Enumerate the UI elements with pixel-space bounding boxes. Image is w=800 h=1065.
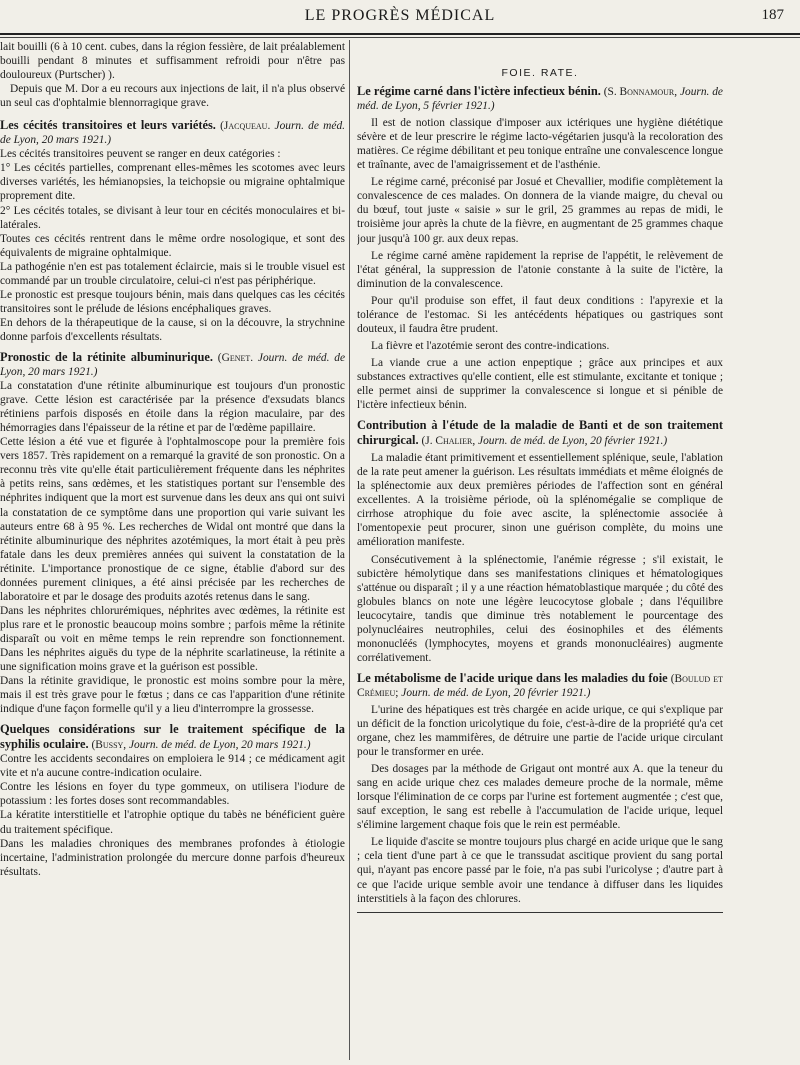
article-paragraph: En dehors de la thérapeutique de la cause, si on la découvre, la strychnine donne parfois d'excellents résultats. xyxy=(0,316,345,343)
article-paragraph: La kératite interstitielle et l'atrophie optique du tabès ne bénéficient guère du traitement spécifique. xyxy=(0,809,345,836)
article-author: Boulud et Crémieu; xyxy=(357,672,723,699)
article-paragraph: Cette lésion a été vue et figurée à l'ophtalmoscope pour la première fois vers 1857. Très rapidement on a remarqué la gravité de son pronostic. On a reconnu très vite qu'elle était particulièrement fréquente dans les néphrites à petits reins, sans œdèmes, et les statistiques portant sur l'ensemble des néphrites indiquent que la mort est survenue dans les deux ans qui ont suivi la constatation de ce symptôme dans une proportion qui varie suivant les auteurs entre 68 à 95 %. Les recherches de Widal ont montré que dans la rétinite albuminurique des néphrites azotémiques, la mort était à peu près fatale dans les deux premières années qui suivent la constatation de la rétinite. L'importance pronostique de ce signe, établie d'abord sur des données purement cliniques, a été ainsi précisée par les recherches de laboratoire et par le dosage des produits azotés retenus dans le sang. xyxy=(0,436,345,603)
article-title: Contribution à l'étude de la maladie de Banti et de son traitement chirurgical. xyxy=(357,418,723,448)
intro-paragraph: Depuis que M. Dor a eu recours aux injections de lait, il n'a plus observé un seul cas d'ophtalmie blennorragique grave. xyxy=(0,83,345,110)
article-paragraph: La maladie étant primitivement et essentiellement splénique, seule, l'ablation de la rate peut amener la guérison. Les résultats immédiats et même éloignés de la splénectomie aux deux premières périodes de l'affection sont en général excellentes. A la troisième période, où la splénomégalie se complique de cirrhose atrophique du foie avec ascite, la splénectomie associée à l'omentopexie peut procurer, sinon une guérison complète, du moins une amélioration manifeste. xyxy=(357,452,723,549)
article-paragraph: 1° Les cécités partielles, comprenant elles-mêmes les scotomes avec leurs diverses variétés, les hémianopsies, la teichopsie ou migraine ophtalmique proprement dite. xyxy=(0,162,345,203)
article-author: S. Bonnamour, xyxy=(607,86,678,99)
article-title: Pronostic de la rétinite albuminurique. xyxy=(0,349,213,364)
article-paragraph: La constatation d'une rétinite albuminurique est toujours d'un pronostic grave. Cette lésion est caractérisée par la présence d'exsudats blancs rétiniens parfois disposés en étoile dans la région maculaire, par des hémorragies dans l'épaisseur de la rétine et par de l'œdème papillaire. xyxy=(0,380,345,435)
article-paragraph: Il est de notion classique d'imposer aux ictériques une hygiène diététique sévère et de leur prescrire le régime lacto-végétarien jusqu'à la recoloration des matières. Ce régime débilitant et peu tonique entraîne une convalescence longue et traînante, avec de l'amaigrissement et de l'asthénie. xyxy=(357,117,723,172)
article-head: Le métabolisme de l'acide urique dans les maladies du foie (Boulud et Crémieu; Journ. de méd. de Lyon, 20 février 1921.) xyxy=(357,670,723,699)
article-paragraph: La fièvre et l'azotémie seront des contre-indications. xyxy=(371,339,610,352)
article-head: Quelques considérations sur le traitement spécifique de la syphilis oculaire. (Bussy, Journ. de méd. de Lyon, 20 mars 1921.) xyxy=(0,722,345,752)
article-acide-urique xyxy=(357,671,723,906)
article-head: Le régime carné dans l'ictère infectieux bénin. (S. Bonnamour, Journ. de méd. de Lyon, 5 février 1921.) xyxy=(357,84,723,113)
article-title: Le métabolisme de l'acide urique dans les maladies du foie xyxy=(357,670,668,685)
intro-paragraph: lait bouilli (6 à 10 cent. cubes, dans la région fessière, de lait préalablement bouilli pendant 8 minutes et suffisamment refroidi pour n'être pas douloureux (Purtscher) ). xyxy=(0,41,345,82)
article-citation: Journ. de méd. de Lyon, 20 février 1921.) xyxy=(475,435,668,448)
section-label: FOIE. RATE. xyxy=(501,67,579,79)
article-author: Genet. xyxy=(221,351,254,364)
article-paragraph: Le régime carné amène rapidement la reprise de l'appétit, le relèvement de l'état général, la suppression de l'atonie constante à la suite de l'ictère, la diminution de la convalescence. xyxy=(357,249,723,290)
article-paragraph: La viande crue a une action enpeptique ; grâce aux principes et aux substances extractives qu'elle contient, elle est stimulante, excitante et tonique ; elle permet ainsi de supprimer la convalescence si longue et si pénible de l'ictère infectieux bénin. xyxy=(357,356,723,412)
left-column xyxy=(0,40,345,1055)
article-author: Jacqueau. xyxy=(223,120,271,133)
page-number: 187 xyxy=(761,7,784,23)
article-paragraph: L'urine des hépatiques est très chargée en acide urique, ce qui s'explique par un déficit de la fonction uricolytique du foie, c'est-à-dire de la propriété qu'a cet organe, chez les mammifères, de détruire une partie de l'acide urique circulant pour le transformer en urée. xyxy=(357,703,723,759)
article-paragraph: Contre les lésions en foyer du type gommeux, on utilisera l'iodure de potassium : les fortes doses sont recommandables. xyxy=(0,781,345,808)
header-rule xyxy=(0,33,800,35)
article-retinite xyxy=(0,350,345,716)
article-regime-carne xyxy=(357,84,723,412)
article-paragraph: Toutes ces cécités rentrent dans le même ordre nosologique, et sont des équivalents de migraine ophtalmique. xyxy=(0,232,345,259)
header-rule-secondary xyxy=(0,37,800,38)
article-title: Quelques considérations sur le traitement spécifique de la syphilis oculaire. xyxy=(0,722,345,752)
article-author: J. Chalier, xyxy=(425,435,476,448)
article-author: Bussy, xyxy=(95,739,127,752)
article-paragraph: Pour qu'il produise son effet, il faut deux conditions : l'apyrexie et la tolérance de l'estomac. Si les antécédents hépatiques ou gastriques sont douteux, il faudra être prudent. xyxy=(357,294,723,335)
article-paragraph: Dans la rétinite gravidique, le pronostic est moins sombre pour la mère, mais il est très grave pour le fœtus ; dans ce cas l'apparition d'une rétinite indique d'une façon formelle qu'il y a lieu d'interrompre la grossesse. xyxy=(0,675,345,716)
article-title: Les cécités transitoires et leurs variétés. xyxy=(0,118,216,133)
article-paragraph: Dans les maladies chroniques des membranes profondes à étiologie incertaine, l'administration prolongée du mercure donne parfois d'heureux résultats. xyxy=(0,837,345,878)
article-syphilis xyxy=(0,722,345,879)
article-banti xyxy=(357,418,723,665)
article-paragraph: Le liquide d'ascite se montre toujours plus chargé en acide urique que le sang ; cela tient d'une part à ce que le transsudat ascitique provient du sang portal qui, n'ayant pas encore passé par le foie, n'a pas subi l'uricolyse ; d'autre part à ce que l'acide urique semble avoir une tendance à diffuser dans les liquides interstitiels à la façon des chlorures. xyxy=(357,836,723,905)
article-head: Pronostic de la rétinite albuminurique. (Genet. Journ. de méd. de Lyon, 20 mars 1921.) xyxy=(0,349,345,379)
article-citation: Journ. de méd. de Lyon, 20 mars 1921.) xyxy=(126,739,311,752)
article-paragraph: Dans les néphrites chlorurémiques, néphrites avec œdèmes, la rétinite est plus rare et le pronostic beaucoup moins sombre ; parfois même la rétinite disparaît ou voit en même temps le rein reprendre son fonctionnement. Dans les néphrites aiguës du type de la néphrite scarlatineuse, la rétinite a une signification moins grave et la guérison est possible. xyxy=(0,604,345,674)
article-citation: Journ. de méd. de Lyon, 20 mars 1921.) xyxy=(0,120,345,147)
article-head: Contribution à l'étude de la maladie de Banti et de son traitement chirurgical. (J. Chalier, Journ. de méd. de Lyon, 20 février 1921.) xyxy=(357,418,723,448)
article-paragraph: Consécutivement à la splénectomie, l'anémie régresse ; s'il existait, le subictère hémolytique dans ses manifestations cliniques et hématologiques s'atténue ou disparaît ; il y a une réaction hématoblastique marquée ; du côté des globules blancs on note une légère leucocytose globale ; dans l'équilibre leucocytaire, tandis que diminue très notablement le pourcentage des polynucléaires neutrophiles, celui des éosinophiles et des éléments mononucléés (lymphocytes, moyens et grands mononucléaires) augmente corrélativement. xyxy=(357,553,723,664)
article-cecites xyxy=(0,118,345,344)
article-paragraph: Le régime carné, préconisé par Josué et Chevallier, modifie complètement la convalescence de ces malades. On donnera de la viande maigre, du cheval ou du bœuf, tout juste « saisie » sur le gril, 25 grammes au repas de midi, le troisième jour après la chute de la fièvre, en augmentant de 25 grammes chaque jour jusqu'à 100 gr. aux deux repas. xyxy=(357,176,723,245)
article-title: Le régime carné dans l'ictère infectieux bénin. xyxy=(357,84,601,99)
article-head: Les cécités transitoires et leurs variétés. (Jacqueau. Journ. de méd. de Lyon, 20 mars 1921.) xyxy=(0,118,345,147)
article-paragraph: 2° Les cécités totales, se divisant à leur tour en cécités monoculaires et bi-latérales. xyxy=(0,204,345,231)
article-citation: Journ. de méd. de Lyon, 20 février 1921.) xyxy=(398,686,591,699)
article-paragraph: Les cécités transitoires peuvent se ranger en deux catégories : xyxy=(0,148,281,161)
article-paragraph: La pathogénie n'en est pas totalement éclaircie, mais si le trouble visuel est commandé par un trouble circulatoire, celui-ci n'est pas périphérique. xyxy=(0,260,345,287)
bottom-rule xyxy=(357,912,723,913)
article-paragraph: Le pronostic est presque toujours bénin, mais dans quelques cas les cécités transitoires sont le prélude de lésions encéphaliques graves. xyxy=(0,288,345,315)
article-paragraph: Des dosages par la méthode de Grigaut ont montré aux A. que la teneur du sang en acide urique chez ces malades demeure proche de la normale, même lorsque l'élimination de ce corps par l'urine est fortement augmentée ; c'est que, sauf exception, le sang est rebelle à l'accumulation de l'acide urique, lequel s'élimine largement chaque fois que le rein est perméable. xyxy=(357,763,723,832)
article-citation: Journ. de méd. de Lyon, 20 mars 1921.) xyxy=(0,351,345,379)
column-divider xyxy=(349,40,350,1060)
right-column xyxy=(357,40,723,1060)
running-title: LE PROGRÈS MÉDICAL xyxy=(304,7,496,24)
article-paragraph: Contre les accidents secondaires on emploiera le 914 ; ce médicament agit vite et n'a aucune contre-indication oculaire. xyxy=(0,753,345,780)
page-header xyxy=(0,0,800,34)
article-citation: Journ. de méd. de Lyon, 5 février 1921.) xyxy=(357,86,723,113)
